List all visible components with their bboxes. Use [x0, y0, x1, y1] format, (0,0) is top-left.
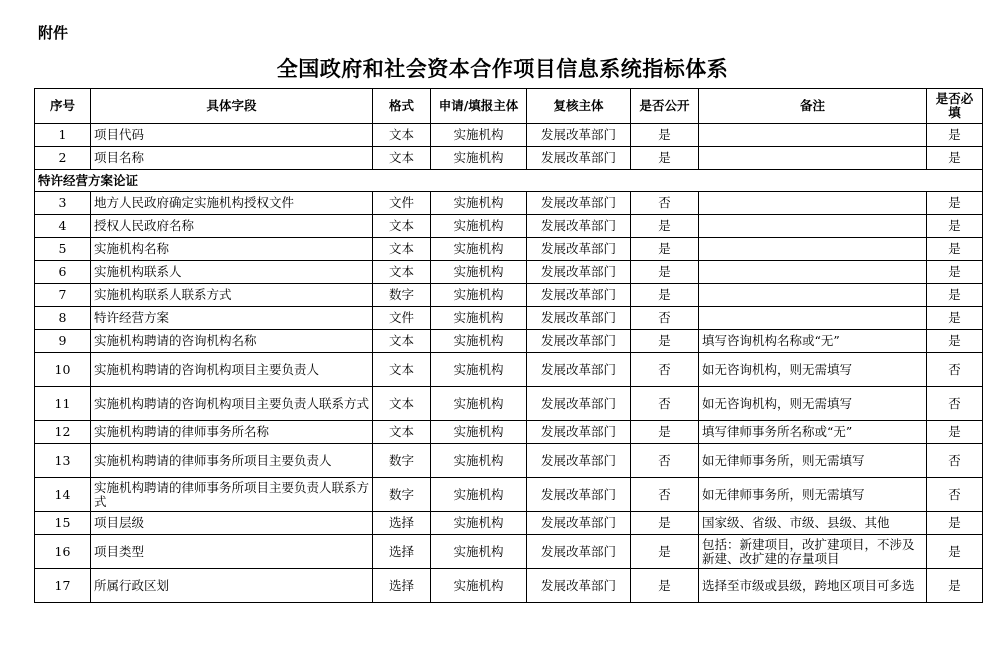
row-format: 选择: [373, 512, 431, 535]
row-public: 否: [631, 444, 699, 478]
row-reviewer: 发展改革部门: [527, 444, 631, 478]
col-header-reviewer: 复核主体: [527, 89, 631, 124]
row-format: 选择: [373, 535, 431, 569]
row-format: 文本: [373, 124, 431, 147]
row-no: 15: [35, 512, 91, 535]
row-public: 是: [631, 569, 699, 603]
col-header-no: 序号: [35, 89, 91, 124]
row-field: 实施机构联系人联系方式: [91, 284, 373, 307]
row-note: 如无咨询机构，则无需填写: [699, 387, 927, 421]
row-field: 特许经营方案: [91, 307, 373, 330]
row-note: 包括：新建项目，改扩建项目，不涉及新建、改扩建的存量项目: [699, 535, 927, 569]
row-required: 是: [927, 569, 983, 603]
row-format: 文本: [373, 147, 431, 170]
table-row: [35, 284, 983, 307]
table-row: [35, 444, 983, 478]
row-no: 3: [35, 192, 91, 215]
table-row: [35, 512, 983, 535]
row-applicant: 实施机构: [431, 512, 527, 535]
row-applicant: 实施机构: [431, 444, 527, 478]
row-public: 否: [631, 307, 699, 330]
row-format: 数字: [373, 444, 431, 478]
row-note: 选择至市级或县级，跨地区项目可多选: [699, 569, 927, 603]
row-applicant: 实施机构: [431, 147, 527, 170]
row-applicant: 实施机构: [431, 535, 527, 569]
row-no: 6: [35, 261, 91, 284]
row-reviewer: 发展改革部门: [527, 261, 631, 284]
table-row: [35, 238, 983, 261]
section-row: [35, 170, 983, 192]
col-header-format: 格式: [373, 89, 431, 124]
row-note: [699, 238, 927, 261]
row-format: 文本: [373, 215, 431, 238]
table-row: [35, 192, 983, 215]
row-required: 是: [927, 307, 983, 330]
row-reviewer: 发展改革部门: [527, 238, 631, 261]
row-no: 10: [35, 353, 91, 387]
row-note: 如无咨询机构，则无需填写: [699, 353, 927, 387]
row-required: 是: [927, 124, 983, 147]
row-reviewer: 发展改革部门: [527, 569, 631, 603]
table-row: [35, 261, 983, 284]
col-header-field: 具体字段: [91, 89, 373, 124]
row-public: 否: [631, 353, 699, 387]
row-field: 实施机构聘请的咨询机构项目主要负责人: [91, 353, 373, 387]
row-required: 是: [927, 535, 983, 569]
row-reviewer: 发展改革部门: [527, 421, 631, 444]
row-note: 如无律师事务所，则无需填写: [699, 478, 927, 512]
row-public: 是: [631, 147, 699, 170]
table-row: [35, 421, 983, 444]
row-public: 是: [631, 261, 699, 284]
row-reviewer: 发展改革部门: [527, 284, 631, 307]
row-no: 16: [35, 535, 91, 569]
row-public: 是: [631, 215, 699, 238]
section-label: 特许经营方案论证: [35, 170, 983, 192]
row-applicant: 实施机构: [431, 124, 527, 147]
row-format: 文本: [373, 238, 431, 261]
row-no: 8: [35, 307, 91, 330]
row-note: [699, 147, 927, 170]
row-public: 是: [631, 238, 699, 261]
row-public: 是: [631, 330, 699, 353]
table-row: [35, 569, 983, 603]
page-title: 全国政府和社会资本合作项目信息系统指标体系: [276, 57, 729, 81]
row-format: 文本: [373, 353, 431, 387]
row-no: 17: [35, 569, 91, 603]
row-no: 12: [35, 421, 91, 444]
row-note: [699, 261, 927, 284]
table-row: [35, 535, 983, 569]
row-required: 是: [927, 147, 983, 170]
row-required: 是: [927, 261, 983, 284]
row-format: 文本: [373, 387, 431, 421]
row-field: 所属行政区划: [91, 569, 373, 603]
row-reviewer: 发展改革部门: [527, 478, 631, 512]
row-required: 是: [927, 284, 983, 307]
row-field: 实施机构聘请的律师事务所项目主要负责人联系方式: [91, 478, 373, 512]
row-reviewer: 发展改革部门: [527, 387, 631, 421]
row-reviewer: 发展改革部门: [527, 192, 631, 215]
row-applicant: 实施机构: [431, 569, 527, 603]
row-required: 是: [927, 512, 983, 535]
row-applicant: 实施机构: [431, 330, 527, 353]
row-public: 是: [631, 284, 699, 307]
row-applicant: 实施机构: [431, 284, 527, 307]
row-public: 否: [631, 387, 699, 421]
row-note: 如无律师事务所，则无需填写: [699, 444, 927, 478]
row-format: 文本: [373, 261, 431, 284]
row-required: 是: [927, 215, 983, 238]
col-header-required: 是否必填: [927, 89, 983, 124]
row-field: 项目层级: [91, 512, 373, 535]
table-row: [35, 478, 983, 512]
row-no: 4: [35, 215, 91, 238]
row-public: 否: [631, 192, 699, 215]
row-field: 实施机构聘请的咨询机构项目主要负责人联系方式: [91, 387, 373, 421]
row-format: 文件: [373, 192, 431, 215]
row-no: 7: [35, 284, 91, 307]
row-public: 是: [631, 535, 699, 569]
table-row: [35, 330, 983, 353]
row-required: 否: [927, 444, 983, 478]
table-header-row: [35, 89, 983, 124]
row-format: 数字: [373, 284, 431, 307]
col-header-applicant: 申请/填报主体: [431, 89, 527, 124]
row-reviewer: 发展改革部门: [527, 330, 631, 353]
row-field: 授权人民政府名称: [91, 215, 373, 238]
col-header-note: 备注: [699, 89, 927, 124]
table-row: [35, 353, 983, 387]
row-applicant: 实施机构: [431, 192, 527, 215]
row-field: 项目类型: [91, 535, 373, 569]
row-field: 地方人民政府确定实施机构授权文件: [91, 192, 373, 215]
row-note: [699, 284, 927, 307]
table-row: [35, 307, 983, 330]
row-public: 否: [631, 478, 699, 512]
row-no: 14: [35, 478, 91, 512]
row-reviewer: 发展改革部门: [527, 124, 631, 147]
row-required: 否: [927, 387, 983, 421]
row-no: 5: [35, 238, 91, 261]
row-no: 9: [35, 330, 91, 353]
row-reviewer: 发展改革部门: [527, 147, 631, 170]
row-applicant: 实施机构: [431, 238, 527, 261]
row-field: 实施机构聘请的律师事务所项目主要负责人: [91, 444, 373, 478]
row-format: 文本: [373, 421, 431, 444]
row-no: 13: [35, 444, 91, 478]
row-required: 是: [927, 238, 983, 261]
row-field: 实施机构联系人: [91, 261, 373, 284]
row-note: 填写律师事务所名称或“无”: [699, 421, 927, 444]
row-field: 实施机构聘请的咨询机构名称: [91, 330, 373, 353]
row-note: [699, 215, 927, 238]
indicator-table: [34, 88, 983, 603]
row-note: 国家级、省级、市级、县级、其他: [699, 512, 927, 535]
row-applicant: 实施机构: [431, 421, 527, 444]
row-no: 1: [35, 124, 91, 147]
row-applicant: 实施机构: [431, 261, 527, 284]
row-no: 11: [35, 387, 91, 421]
row-required: 否: [927, 353, 983, 387]
row-applicant: 实施机构: [431, 478, 527, 512]
row-applicant: 实施机构: [431, 387, 527, 421]
row-field: 实施机构名称: [91, 238, 373, 261]
row-applicant: 实施机构: [431, 307, 527, 330]
row-field: 项目代码: [91, 124, 373, 147]
row-public: 是: [631, 512, 699, 535]
row-note: [699, 124, 927, 147]
table-row: [35, 147, 983, 170]
row-required: 是: [927, 330, 983, 353]
row-field: 实施机构聘请的律师事务所名称: [91, 421, 373, 444]
table-row: [35, 215, 983, 238]
row-reviewer: 发展改革部门: [527, 535, 631, 569]
row-applicant: 实施机构: [431, 215, 527, 238]
row-reviewer: 发展改革部门: [527, 353, 631, 387]
row-format: 文件: [373, 307, 431, 330]
attachment-label: 附件: [38, 24, 69, 42]
row-format: 文本: [373, 330, 431, 353]
row-note: 填写咨询机构名称或“无”: [699, 330, 927, 353]
row-reviewer: 发展改革部门: [527, 307, 631, 330]
row-reviewer: 发展改革部门: [527, 215, 631, 238]
row-applicant: 实施机构: [431, 353, 527, 387]
row-note: [699, 307, 927, 330]
row-no: 2: [35, 147, 91, 170]
table-row: [35, 124, 983, 147]
row-public: 是: [631, 421, 699, 444]
row-required: 否: [927, 478, 983, 512]
row-format: 选择: [373, 569, 431, 603]
col-header-public: 是否公开: [631, 89, 699, 124]
row-reviewer: 发展改革部门: [527, 512, 631, 535]
row-note: [699, 192, 927, 215]
row-required: 是: [927, 192, 983, 215]
row-format: 数字: [373, 478, 431, 512]
row-public: 是: [631, 124, 699, 147]
table-row: [35, 387, 983, 421]
row-required: 是: [927, 421, 983, 444]
row-field: 项目名称: [91, 147, 373, 170]
